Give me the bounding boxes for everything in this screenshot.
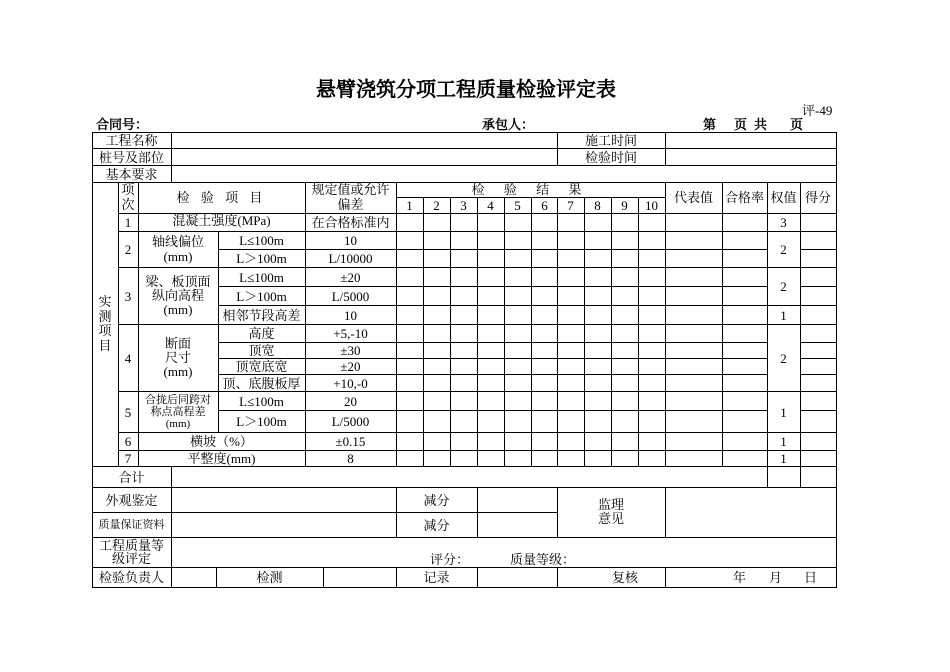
sub-item-spec: L/5000	[331, 289, 370, 304]
item-no: 7	[124, 451, 132, 466]
qa-docs-label: 质量保证资料	[98, 519, 165, 531]
supervisor-opinion-label: 监理 意见	[597, 497, 624, 526]
item-name: 断面 尺寸 (mm)	[163, 336, 193, 379]
sub-item-label: L＞100m	[236, 289, 287, 304]
sub-item-spec: 10	[344, 233, 357, 248]
sub-item-label: 相邻节段高差	[222, 308, 301, 323]
item-name: 轴线偏位 (mm)	[151, 234, 204, 264]
date-year-label: 年	[733, 570, 747, 585]
sub-item-spec: L/5000	[331, 414, 370, 429]
sub-item-label: 顶宽底宽	[235, 359, 288, 374]
item-weight: 2	[780, 279, 787, 294]
item-no-header: 项 次	[121, 182, 135, 212]
weight-header: 权值	[770, 190, 797, 205]
project-name-label: 工程名称	[105, 133, 158, 148]
quality-grade-label: 质量等级：	[510, 552, 576, 567]
item-spec: 8	[347, 451, 354, 466]
page-ye-label: 页	[734, 117, 748, 132]
appearance-label: 外观鉴定	[105, 493, 158, 508]
item-weight: 1	[780, 451, 787, 466]
result-col-7: 7	[567, 198, 574, 213]
page-gong-label: 共	[754, 117, 768, 132]
score-header: 得分	[804, 190, 831, 205]
item-name: 平整度(mm)	[187, 451, 256, 466]
item-weight: 2	[780, 242, 787, 257]
item-no: 6	[124, 434, 132, 449]
result-col-4: 4	[487, 198, 494, 213]
result-col-5: 5	[514, 198, 521, 213]
qa-docs-deduction-label: 减分	[423, 518, 450, 533]
sub-item-spec: ±20	[340, 270, 361, 285]
sub-item-label: L≤100m	[239, 270, 284, 285]
sub-item-label: L＞100m	[236, 414, 287, 429]
basic-requirements-label: 基本要求	[105, 167, 158, 182]
result-col-6: 6	[541, 198, 548, 213]
inspection-time-label: 检验时间	[584, 150, 637, 165]
contract-no-label: 合同号：	[96, 117, 149, 132]
pass-rate-header: 合格率	[724, 190, 764, 205]
sub-item-label: L＞100m	[236, 251, 287, 266]
sub-item-label: 高度	[248, 326, 275, 341]
item-name: 梁、板顶面 纵向高程 (mm)	[145, 274, 211, 317]
item-weight: 1	[780, 434, 787, 449]
total-label: 合计	[118, 470, 145, 485]
quality-grade-eval-label: 工程质量等 级评定	[98, 538, 164, 566]
sub-item-spec: 10	[344, 308, 357, 323]
page-total-ye-label: 页	[790, 117, 804, 132]
measured-items-label: 实 测 项 目	[98, 294, 112, 353]
item-no: 3	[124, 289, 132, 304]
tester-label: 检测	[256, 570, 283, 585]
results-header: 检 验 结 果	[471, 182, 590, 197]
construction-time-label: 施工时间	[584, 133, 637, 148]
date-day-label: 日	[804, 570, 818, 585]
item-weight: 2	[780, 351, 787, 366]
result-col-2: 2	[433, 198, 440, 213]
form-code: 评-49	[802, 103, 833, 118]
sub-item-spec: +10,-0	[333, 376, 368, 391]
appearance-deduction-label: 减分	[423, 493, 450, 508]
reviewer-label: 复核	[611, 570, 638, 585]
spec-header: 规定值或允许 偏差	[311, 182, 390, 212]
score-label: 评分：	[430, 552, 470, 567]
item-spec: 在合格标准内	[311, 215, 390, 230]
result-col-1: 1	[406, 198, 413, 213]
inspection-item-header: 检 验 项 目	[176, 190, 267, 205]
item-name: 合拢后同跨对 称点高程差 (mm)	[145, 394, 211, 430]
station-label: 桩号及部位	[98, 150, 164, 165]
contractor-label: 承包人：	[482, 117, 535, 132]
sub-item-label: 顶宽	[248, 343, 275, 358]
item-no: 5	[124, 405, 132, 420]
sub-item-spec: 20	[344, 394, 357, 409]
result-col-10: 10	[645, 198, 658, 213]
item-name: 混凝土强度(MPa)	[172, 213, 271, 228]
sub-item-spec: L/10000	[328, 251, 373, 266]
sub-item-label: L≤100m	[239, 394, 284, 409]
item-weight: 1	[780, 308, 787, 323]
item-weight: 3	[780, 215, 787, 230]
form-title: 悬臂浇筑分项工程质量检验评定表	[316, 79, 616, 101]
result-col-9: 9	[621, 198, 628, 213]
sub-item-label: L≤100m	[239, 233, 284, 248]
inspector-label: 检验负责人	[98, 570, 164, 585]
representative-header: 代表值	[673, 190, 713, 205]
result-col-8: 8	[594, 198, 601, 213]
sub-item-label: 顶、底腹板厚	[222, 376, 301, 391]
item-no: 1	[124, 215, 132, 230]
sub-item-spec: +5,-10	[333, 326, 368, 341]
sub-item-spec: ±30	[340, 343, 361, 358]
item-weight: 1	[780, 405, 787, 420]
page-di-label: 第	[703, 117, 717, 132]
result-col-3: 3	[460, 198, 467, 213]
item-no: 4	[124, 351, 132, 366]
item-no: 2	[124, 242, 132, 257]
item-name: 横坡（%）	[190, 434, 253, 449]
item-spec: ±0.15	[335, 434, 366, 449]
recorder-label: 记录	[423, 570, 450, 585]
sub-item-spec: ±20	[340, 359, 361, 374]
date-month-label: 月	[769, 570, 783, 585]
